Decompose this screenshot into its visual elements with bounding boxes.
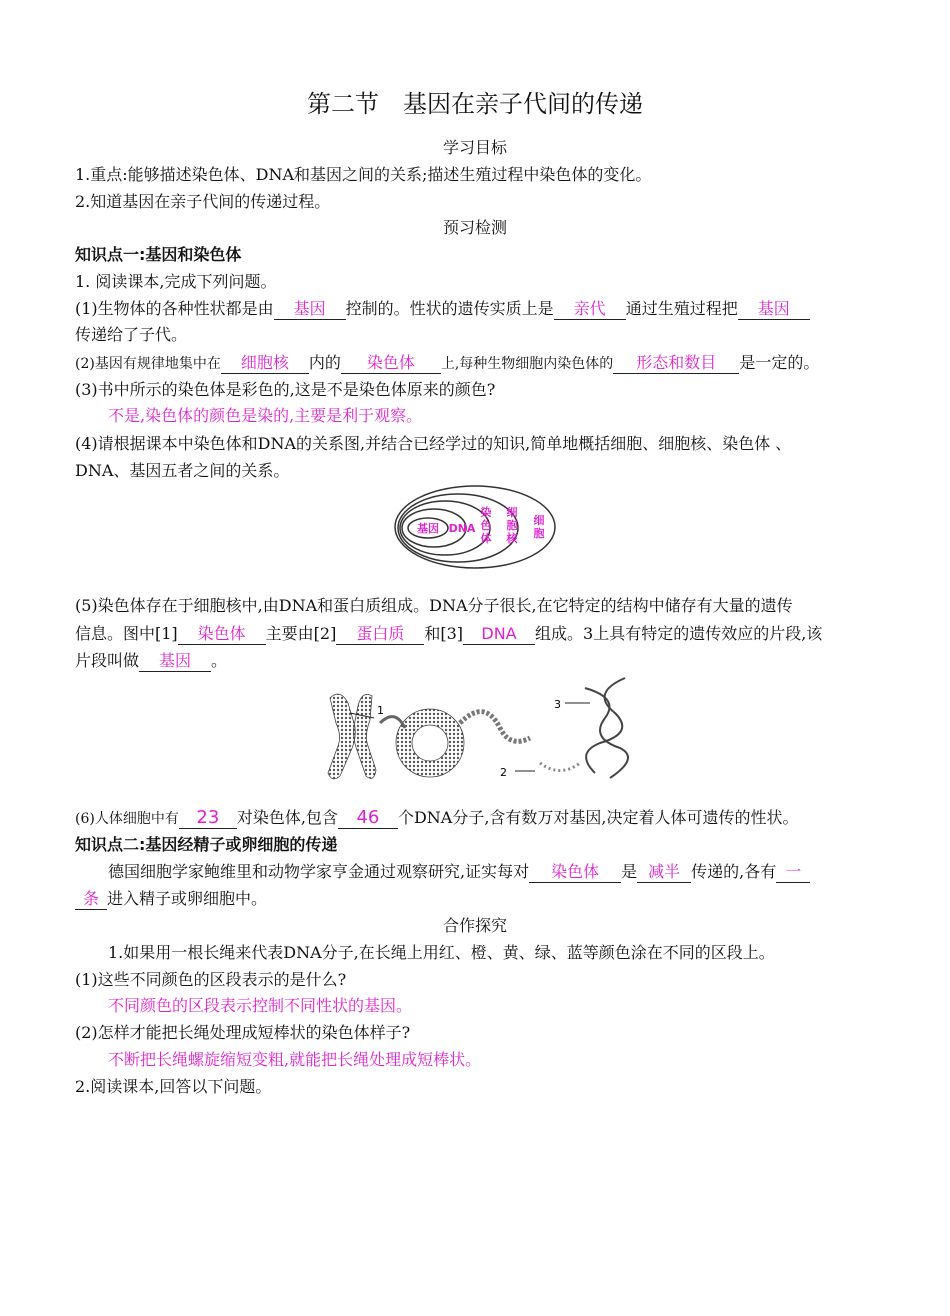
answer-blank: 基因 [738,299,810,320]
text: 是 [621,862,638,881]
page-title: 第二节 基因在亲子代间的传递 [307,90,643,118]
v-cell-char: 胞 [533,527,545,540]
v-chrom-char: 体 [480,532,492,545]
answer-blank: 46 [338,808,398,829]
coop-1-2: (2)怎样才能把长绳处理成短棒状的染色体样子? [75,1023,411,1042]
v-chrom-char: 色 [480,519,492,532]
v-nucleus-char: 核 [506,532,518,545]
chromosome-ellipse [400,501,490,555]
answer-blank: 减半 [637,862,691,883]
answer-blank: 形态和数目 [613,353,739,374]
text: 内的 [308,353,341,372]
q1-2-line [75,351,878,376]
answer-blank: DNA [463,624,535,645]
gene-dna-chromosome-nucleus-cell-diagram [390,482,560,572]
q1-1-line [75,297,878,321]
answer-blank: 亲代 [554,299,626,320]
coop-2: 2.阅读课本,回答以下问题。 [75,1077,272,1096]
chromosome-dna-figure [320,668,640,790]
kp1-title: 知识点一:基因和染色体 [75,245,242,264]
v-cell-char: 细 [533,514,545,527]
q1-3: (3)书中所示的染色体是彩色的,这是不是染色体原来的颜色? [75,380,496,399]
q1: 1. 阅读课本,完成下列问题。 [75,272,277,291]
text: 传递的,各有 [691,862,777,881]
text: 和[3] [424,624,464,643]
q1-4-b: DNA、基因五者之间的关系。 [75,461,290,480]
cell-label [534,513,545,540]
answer-blank: 一 [776,862,810,883]
text: 德国细胞学家鲍维里和动物学家亨金通过观察研究,证实每对 [108,862,530,881]
text: 个DNA分子,含有数万对基因,决定着人体可遗传的性状。 [397,808,799,827]
coop-1-1: (1)这些不同颜色的区段表示的是什么? [75,970,347,989]
kp2-line [108,860,878,884]
dna-label: DNA [448,522,476,535]
text: 通过生殖过程把 [625,299,738,318]
coop-1-1-answer: 不同颜色的区段表示控制不同性状的基因。 [108,996,413,1015]
q1-3-answer: 不是,染色体的颜色是染的,主要是利于观察。 [108,406,423,425]
text: (1)生物体的各种性状都是由 [75,299,274,318]
chromosome-label [481,505,492,545]
text: 组成。3上具有特定的遗传效应的片段,该 [535,624,823,643]
coop-1-2-answer: 不断把长绳螺旋缩短变粗,就能把长绳处理成短棒状。 [108,1050,482,1069]
q1-4-a: (4)请根据课本中染色体和DNA的关系图,并结合已经学过的知识,简单地概括细胞、细胞核、染色体 、 [75,434,792,453]
text: 。 [211,651,228,670]
label-3: 3 [554,698,561,711]
objectives-heading: 学习目标 [442,138,507,157]
v-nucleus-char: 胞 [506,519,518,532]
text: 信息。图中[1] [75,624,178,643]
text: 对染色体,包含 [236,808,338,827]
answer-blank: 细胞核 [221,353,309,374]
coop-heading: 合作探究 [442,916,507,935]
q1-5-a: (5)染色体存在于细胞核中,由DNA和蛋白质组成。DNA分子很长,在它特定的结构中储存有大量的遗传 [75,596,793,615]
answer-blank: 染色体 [178,624,266,645]
answer-blank: 基因 [139,651,211,672]
objective-1: 1.重点:能够描述染色体、DNA和基因之间的关系;描述生殖过程中染色体的变化。 [75,165,652,184]
text: (2)基因有规律地集中在 [75,356,221,372]
answer-blank: 基因 [274,299,346,320]
answer-blank: 23 [179,808,237,829]
answer-blank: 染色体 [341,353,441,374]
text: 主要由[2] [265,624,337,643]
text: 上,每种生物细胞内染色体的 [440,356,614,372]
text: 片段叫做 [75,651,140,670]
label-2: 2 [500,766,507,779]
q1-5-line [75,622,878,646]
preview-heading: 预习检测 [442,218,507,237]
coop-1: 1.如果用一根长绳来代表DNA分子,在长绳上用红、橙、黄、绿、蓝等颜色涂在不同的区段上。 [108,943,775,962]
answer-blank: 蛋白质 [336,624,424,645]
text: (6)人体细胞中有 [75,811,179,827]
kp2-title: 知识点二:基因经精子或卵细胞的传递 [75,835,338,854]
kp2-line2 [75,887,878,911]
answer-blank: 染色体 [529,862,621,883]
label-1: 1 [377,704,384,717]
q1-1-cont: 传递给了子代。 [75,325,188,344]
gene-label: 基因 [417,522,439,535]
v-nucleus-char: 细 [506,506,518,519]
v-chrom-char: 染 [480,506,492,519]
q1-6-line [75,806,878,831]
answer-blank: 条 [75,889,107,910]
objective-2: 2.知道基因在亲子代间的传递过程。 [75,192,331,211]
text: 控制的。性状的遗传实质上是 [345,299,554,318]
nucleus-label [506,505,519,545]
text: 进入精子或卵细胞中。 [107,889,268,908]
text: 是一定的。 [739,353,820,372]
